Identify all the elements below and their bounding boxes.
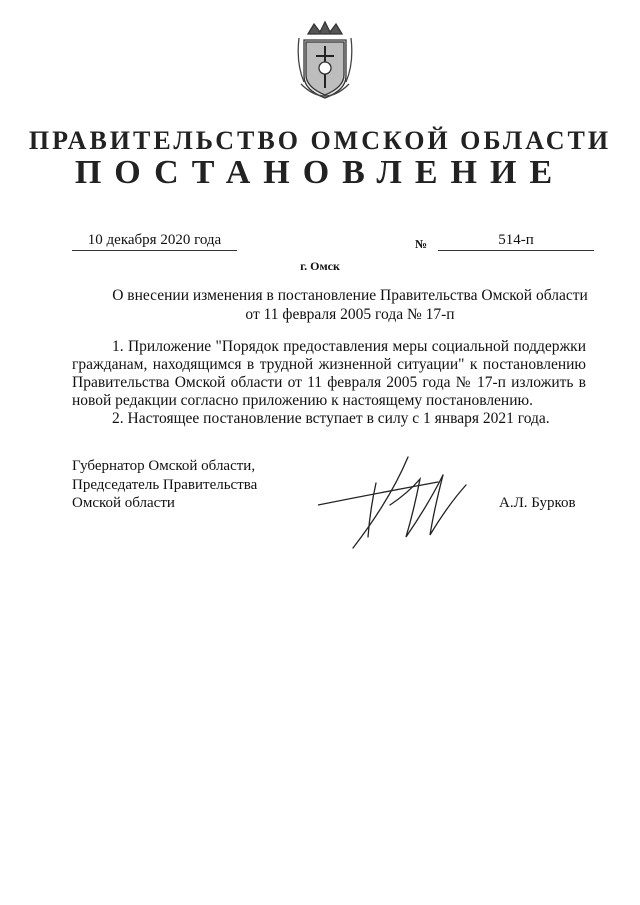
document-number: 514-п (438, 232, 594, 251)
organization-title: ПРАВИТЕЛЬСТВО ОМСКОЙ ОБЛАСТИ (28, 126, 612, 155)
signer-position-line: Омской области (72, 495, 175, 511)
document-type-title: ПОСТАНОВЛЕНИЕ (74, 154, 566, 191)
body-paragraph: 2. Настоящее постановление вступает в силу с 1 января 2021 года. (112, 410, 550, 427)
omsk-coat-of-arms-icon (296, 18, 354, 104)
document-subject (100, 286, 600, 324)
subject-line: от 11 февраля 2005 года № 17-п (245, 306, 455, 323)
document-date: 10 декабря 2020 года (72, 232, 237, 251)
handwritten-signature (318, 455, 488, 550)
number-label: № (415, 237, 428, 251)
signer-position (72, 457, 257, 513)
document-body (72, 338, 586, 428)
signer-position-line: Губернатор Омской области, (72, 458, 256, 474)
body-paragraph: 1. Приложение "Порядок предоставления меры социальной поддержки гражданам, находящимся в трудной жизненной ситуации" к постановлению Правительства Омской области от 11 февраля 2005 года № 17-п изложить в новой редакции согласно приложению к настоящему постановлению. (72, 338, 586, 409)
signer-name: А.Л. Бурков (499, 495, 576, 511)
signer-position-line: Председатель Правительства (72, 476, 258, 493)
subject-line: О внесении изменения в постановление Правительства Омской области (112, 287, 588, 304)
document-city: г. Омск (300, 259, 340, 273)
